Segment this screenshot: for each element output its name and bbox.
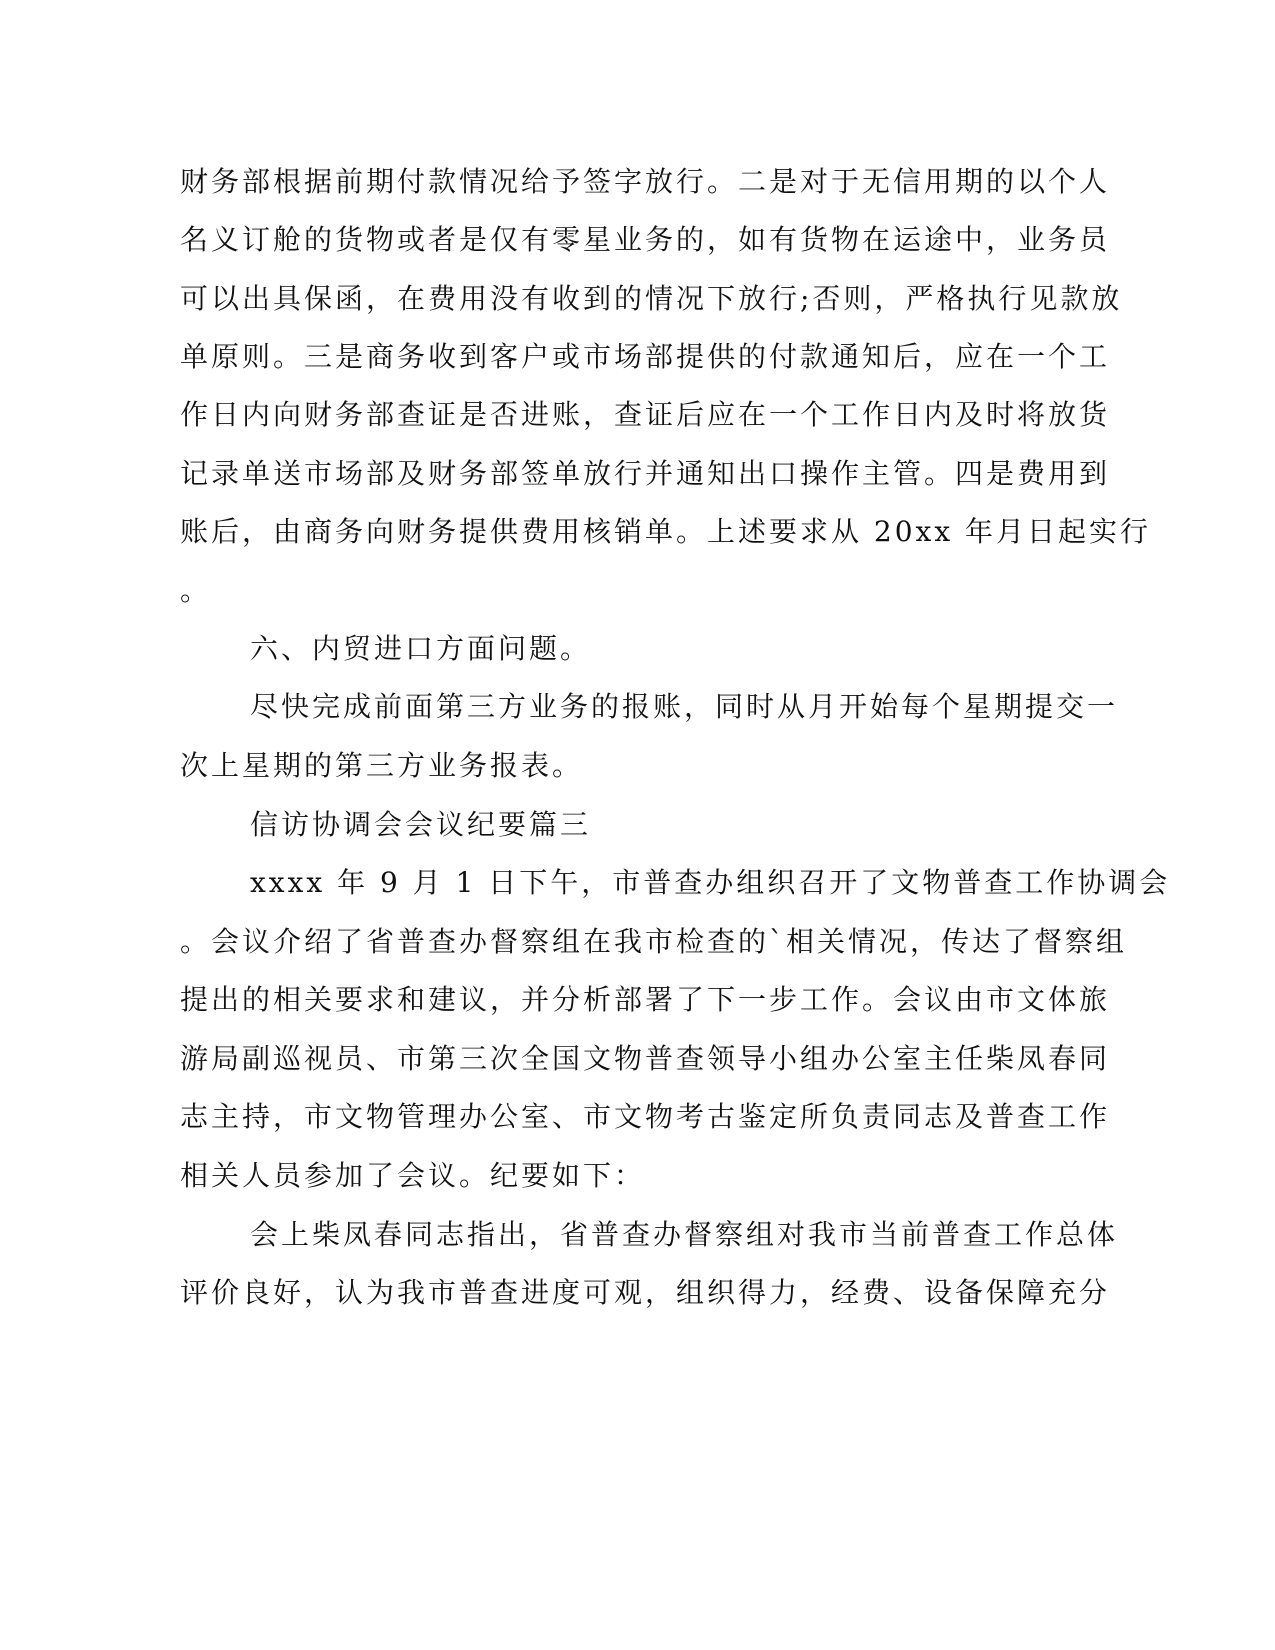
- paragraph-1-line-4: 单原则。三是商务收到客户或市场部提供的付款通知后，应在一个工: [180, 340, 1111, 373]
- paragraph-2-line-1: 尽快完成前面第三方业务的报账，同时从月开始每个星期提交一: [250, 690, 1119, 723]
- paragraph-3-line-3: 提出的相关要求和建议，并分析部署了下一步工作。会议由市文体旅: [180, 983, 1111, 1016]
- paragraph-3-line-5: 志主持，市文物管理办公室、市文物考古鉴定所负责同志及普查工作: [180, 1100, 1111, 1133]
- paragraph-3-line-6: 相关人员参加了会议。纪要如下：: [180, 1159, 646, 1192]
- paragraph-1-line-8: 。: [180, 574, 212, 607]
- paragraph-3-line-1: xxxx 年 9 月 1 日下午，市普查办组织召开了文物普查工作协调会: [250, 866, 1171, 899]
- paragraph-1-line-2: 名义订舱的货物或者是仅有零星业务的，如有货物在运途中，业务员: [180, 223, 1111, 256]
- paragraph-1-line-5: 作日内向财务部查证是否进账，查证后应在一个工作日内及时将放货: [180, 398, 1111, 431]
- paragraph-3-line-4: 游局副巡视员、市第三次全国文物普查领导小组办公室主任柴凤春同: [180, 1042, 1111, 1075]
- paragraph-1-line-1: 财务部根据前期付款情况给予签字放行。二是对于无信用期的以个人: [180, 165, 1111, 198]
- paragraph-3-line-2: 。会议介绍了省普查办督察组在我市检查的`相关情况，传达了督察组: [180, 925, 1128, 958]
- paragraph-4-line-2: 评价良好，认为我市普查进度可观，组织得力，经费、设备保障充分: [180, 1276, 1111, 1309]
- paragraph-2-line-2: 次上星期的第三方业务报表。: [180, 749, 584, 782]
- paragraph-1-line-7: 账后，由商务向财务提供费用核销单。上述要求从 20xx 年月日起实行: [180, 515, 1152, 548]
- paragraph-4-line-1: 会上柴凤春同志指出，省普查办督察组对我市当前普查工作总体: [250, 1218, 1119, 1251]
- paragraph-1-line-6: 记录单送市场部及财务部签单放行并通知出口操作主管。四是费用到: [180, 457, 1111, 490]
- paragraph-1-line-3: 可以出具保函，在费用没有收到的情况下放行;否则，严格执行见款放: [180, 282, 1123, 315]
- section-6-heading: 六、内贸进口方面问题。: [250, 632, 592, 665]
- article-title: 信访协调会会议纪要篇三: [250, 808, 592, 841]
